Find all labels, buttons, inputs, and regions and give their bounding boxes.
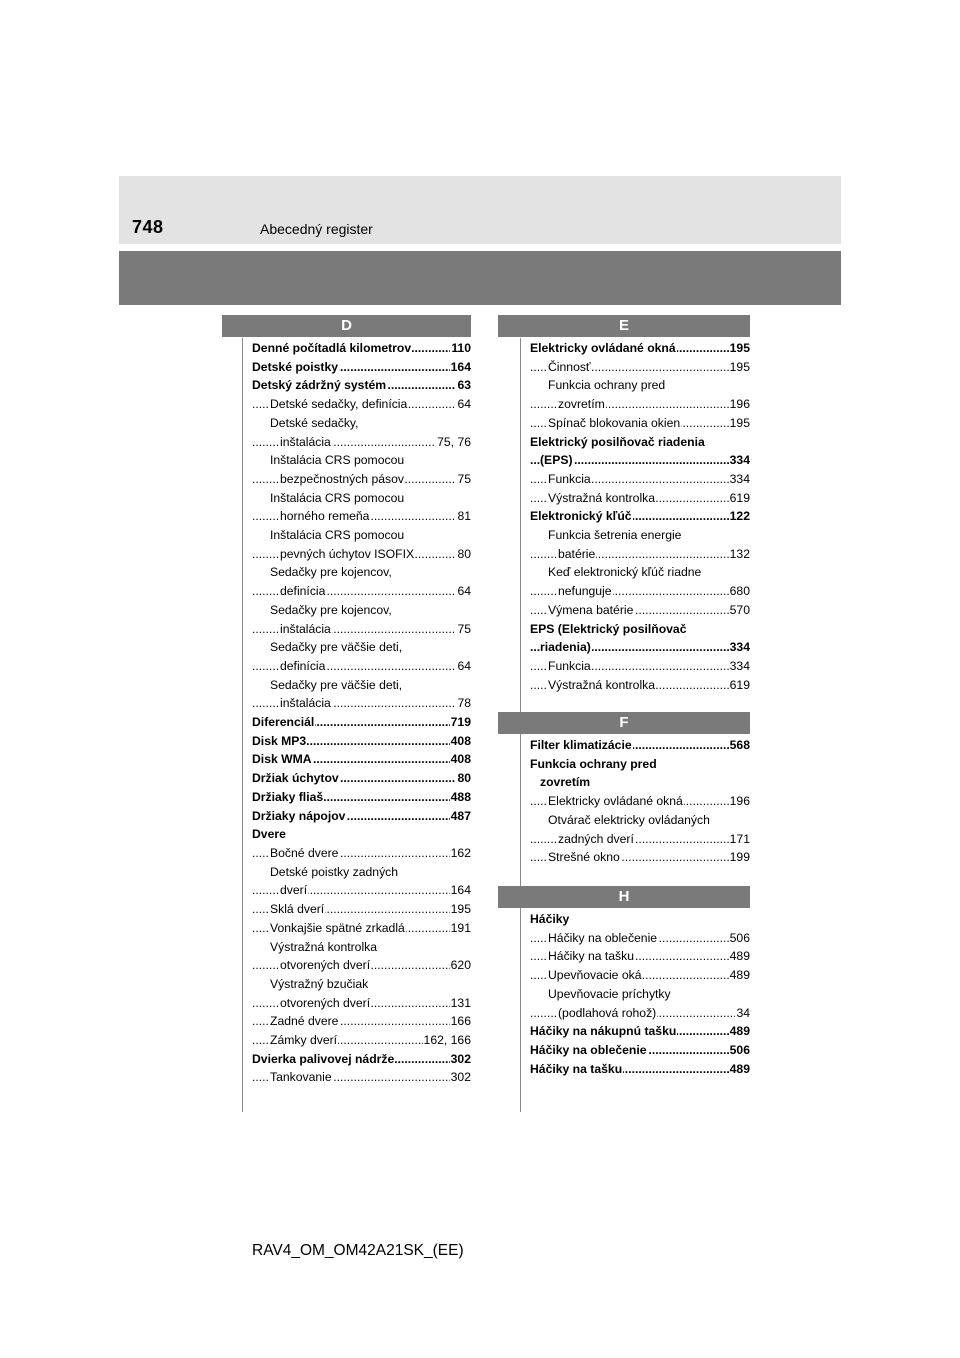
index-entry-page: 64 — [456, 582, 471, 601]
index-entry-text: (EPS) — [540, 453, 573, 468]
index-entry — [530, 601, 750, 620]
index-entry-page: 64 — [456, 657, 471, 676]
index-entry-page: 75, 76 — [436, 433, 471, 452]
index-entry-page: 75 — [456, 470, 471, 489]
index-entry — [530, 736, 750, 755]
column-divider-left — [242, 338, 243, 1112]
index-entry-page: 488 — [450, 788, 471, 807]
index-entry-text: Detské sedačky, definícia — [270, 397, 408, 412]
index-entry-text: Sklá dverí — [270, 902, 325, 917]
index-entry-page: 75 — [456, 620, 471, 639]
index-entry-text: Elektricky ovládané okná — [530, 341, 676, 355]
index-entry-page: 78 — [456, 694, 471, 713]
index-entry — [252, 994, 471, 1013]
index-entry-page: 195 — [450, 900, 471, 919]
index-entry-text: Filter klimatizácie — [530, 738, 632, 752]
index-entry-text: Sedačky pre väčšie deti, — [270, 677, 403, 692]
index-entry-text: Háčiky na oblečenie — [530, 1042, 647, 1057]
index-entry-page: 302 — [450, 1068, 471, 1087]
section-header-d: D — [222, 315, 471, 337]
index-entry-page: 196 — [729, 792, 750, 811]
index-entry-page: 408 — [450, 750, 471, 769]
index-entry-text: Elektronický kľúč — [530, 509, 632, 524]
index-entry — [530, 339, 750, 358]
index-entry-text: bezpečnostných pásov — [280, 471, 404, 486]
index-entry-page: 570 — [729, 601, 750, 620]
index-entry-page: 719 — [450, 713, 471, 732]
index-entry — [530, 489, 750, 508]
index-entry-page: 506 — [729, 929, 750, 948]
index-entry-text: otvorených dverí — [280, 958, 371, 973]
index-entry — [530, 638, 750, 657]
index-entry-page: 166 — [450, 1012, 471, 1031]
index-entry-text: riadenia) — [540, 640, 591, 655]
index-entry-text: nefunguje — [558, 584, 612, 599]
index-entry — [530, 451, 750, 470]
index-entry-text: Denné počítadlá kilometrov — [252, 341, 412, 355]
index-entry-text: Funkcia ochrany pred — [548, 378, 666, 393]
index-entry — [252, 1068, 471, 1087]
index-entry-text: Držiaky nápojov — [252, 808, 346, 823]
index-entry — [252, 956, 471, 975]
index-entry — [252, 339, 471, 358]
index-entry — [252, 788, 471, 807]
index-entry — [252, 433, 471, 452]
index-entry-page: 81 — [456, 507, 471, 526]
index-entry — [530, 433, 750, 452]
header-bar — [119, 176, 841, 244]
index-entry-page: 334 — [729, 638, 750, 657]
index-entry-page: 489 — [729, 1022, 750, 1041]
index-entry-text: Funkcia šetrenia energie — [548, 528, 682, 543]
index-entry — [252, 732, 471, 751]
index-entry-text: Detské poistky zadných — [270, 864, 399, 879]
index-list-h — [530, 910, 750, 1078]
index-entry-text: Elektricky ovládané okná — [548, 794, 683, 809]
index-entry-page: 80 — [456, 769, 471, 788]
index-entry-text: otvorených dverí — [280, 995, 371, 1010]
index-entry — [252, 470, 471, 489]
index-entry — [252, 582, 471, 601]
index-entry-text: Háčiky na oblečenie — [548, 930, 658, 945]
index-entry-text: definícia — [280, 584, 326, 599]
index-entry-page: 164 — [450, 358, 471, 377]
index-entry — [252, 769, 471, 788]
index-entry — [530, 1041, 750, 1060]
index-entry-text: Otvárač elektricky ovládaných — [548, 812, 710, 827]
index-entry-page: 302 — [450, 1050, 471, 1069]
index-entry-text: Háčiky na nákupnú tašku — [530, 1024, 677, 1039]
index-entry — [252, 563, 471, 582]
index-entry-text: horného remeňa — [280, 509, 370, 524]
section-header-f: F — [498, 712, 750, 734]
index-entry-text: Spínač blokovania okien — [548, 415, 681, 430]
index-entry-page: 63 — [456, 376, 471, 395]
section-header-h: H — [498, 886, 750, 908]
index-entry — [530, 773, 750, 792]
index-entry — [530, 848, 750, 867]
index-entry — [252, 676, 471, 695]
index-entry-text: Detské sedačky, — [270, 415, 359, 430]
index-entry — [530, 1004, 750, 1023]
index-entry-page: 568 — [729, 736, 750, 755]
index-entry-text: definícia — [280, 658, 326, 673]
index-entry-text: zovretím — [540, 775, 591, 790]
index-entry-page: 162 — [450, 844, 471, 863]
index-entry-text: (podlahová rohož) — [558, 1005, 657, 1020]
index-entry — [252, 1012, 471, 1031]
index-entry — [252, 545, 471, 564]
section-header-e: E — [498, 315, 750, 337]
index-entry-text: Keď elektronický kľúč riadne — [548, 565, 702, 580]
index-entry-text: batérie — [558, 546, 596, 561]
index-entry — [530, 526, 750, 545]
index-entry — [530, 582, 750, 601]
index-entry-page: 195 — [729, 414, 750, 433]
index-entry — [530, 358, 750, 377]
index-entry-page: 334 — [729, 657, 750, 676]
index-entry — [252, 844, 471, 863]
index-entry — [530, 676, 750, 695]
index-entry-text: Funkcia ochrany pred — [530, 756, 657, 771]
index-entry-text: Háčiky — [530, 912, 570, 926]
index-entry-text: Strešné okno — [548, 850, 620, 865]
index-entry-page: 408 — [450, 732, 471, 751]
index-entry-text: EPS (Elektrický posilňovač — [530, 621, 687, 636]
index-entry — [252, 395, 471, 414]
index-entry-text: Elektrický posilňovač riadenia — [530, 434, 705, 449]
index-entry — [530, 620, 750, 639]
index-entry-text: Zadné dvere — [270, 1014, 339, 1029]
index-entry-page: 619 — [729, 489, 750, 508]
index-entry — [530, 830, 750, 849]
index-entry-text: Háčiky na tašku — [530, 1061, 623, 1076]
index-entry-page: 334 — [729, 451, 750, 470]
index-entry-page: 195 — [729, 339, 750, 358]
index-entry-text: Dvere — [252, 827, 286, 842]
index-entry — [252, 657, 471, 676]
index-entry-text: Upevňovacie oká — [548, 968, 642, 983]
index-entry-page: 489 — [729, 966, 750, 985]
index-entry-page: 620 — [450, 956, 471, 975]
index-entry-text: Inštalácia CRS pomocou — [270, 490, 405, 505]
index-entry-text: Bočné dvere — [270, 845, 339, 860]
index-entry-text: Zámky dverí — [270, 1033, 338, 1048]
index-entry — [530, 470, 750, 489]
index-entry-text: Tankovanie — [270, 1070, 332, 1085]
index-entry-text: Háčiky na tašku — [548, 949, 635, 964]
document-code: RAV4_OM_OM42A21SK_(EE) — [252, 1242, 464, 1259]
index-entry-text: Disk WMA — [252, 752, 312, 767]
index-entry-page: 487 — [450, 807, 471, 826]
index-entry — [530, 811, 750, 830]
index-entry-text: inštalácia — [280, 621, 331, 636]
index-entry — [252, 451, 471, 470]
index-entry — [530, 910, 750, 929]
page-title: Abecedný register — [260, 221, 373, 237]
index-entry-text: Držiaky fliaš — [252, 789, 324, 804]
index-entry-text: dverí — [280, 883, 308, 898]
index-entry-text: Sedačky pre kojencov, — [270, 602, 392, 617]
index-entry-text: Sedačky pre väčšie deti, — [270, 640, 403, 655]
index-entry — [530, 1060, 750, 1079]
index-entry — [252, 414, 471, 433]
index-entry — [252, 358, 471, 377]
index-list-d — [252, 339, 471, 1087]
index-entry-page: 34 — [735, 1004, 750, 1023]
index-entry — [252, 507, 471, 526]
index-entry-text: Funkcia — [548, 658, 591, 673]
index-entry — [530, 929, 750, 948]
index-entry-text: Výstražná kontrolka — [548, 677, 656, 692]
index-entry-text: zovretím — [558, 397, 605, 412]
index-entry-text: Držiak úchytov — [252, 771, 339, 786]
index-entry-page: 195 — [729, 358, 750, 377]
index-entry — [252, 825, 471, 844]
index-entry — [252, 919, 471, 938]
index-entry — [252, 900, 471, 919]
index-list-f — [530, 736, 750, 867]
index-entry-text: inštalácia — [280, 696, 331, 711]
index-entry — [530, 376, 750, 395]
index-entry — [252, 863, 471, 882]
index-entry-text: Inštalácia CRS pomocou — [270, 453, 405, 468]
index-entry-page: 191 — [450, 919, 471, 938]
index-entry-page: 619 — [729, 676, 750, 695]
page-number: 748 — [132, 217, 164, 237]
index-entry-page: 122 — [729, 507, 750, 526]
index-entry-page: 164 — [450, 881, 471, 900]
index-entry — [252, 938, 471, 957]
index-entry-page: 162, 166 — [423, 1031, 471, 1050]
index-entry — [252, 601, 471, 620]
index-entry-text: Vonkajšie spätné zrkadlá — [270, 920, 405, 935]
index-entry — [530, 1022, 750, 1041]
index-entry — [530, 792, 750, 811]
index-entry-page: 80 — [456, 545, 471, 564]
index-entry-text: Funkcia — [548, 471, 591, 486]
index-entry — [530, 545, 750, 564]
index-entry-page: 680 — [729, 582, 750, 601]
index-entry-text: Výstražná kontrolka — [270, 939, 378, 954]
index-entry — [252, 713, 471, 732]
index-entry-text: Diferenciál — [252, 715, 315, 730]
index-entry-page: 334 — [729, 470, 750, 489]
index-entry — [252, 489, 471, 508]
index-entry — [252, 526, 471, 545]
index-entry-page: 132 — [729, 545, 750, 564]
index-list-e — [530, 339, 750, 694]
index-entry-page: 131 — [450, 994, 471, 1013]
index-entry — [252, 620, 471, 639]
index-entry — [252, 750, 471, 769]
index-entry — [252, 975, 471, 994]
index-entry — [252, 881, 471, 900]
index-entry-text: Výmena batérie — [548, 602, 634, 617]
index-entry-text: Činnosť — [548, 359, 591, 374]
index-entry — [530, 966, 750, 985]
index-entry-page: 489 — [729, 1060, 750, 1079]
index-entry-text: inštalácia — [280, 434, 331, 449]
index-entry-text: Detský zádržný systém — [252, 378, 387, 393]
index-entry-text: pevných úchytov ISOFIX — [280, 546, 415, 561]
index-entry-text: Dvierka palivovej nádrže — [252, 1051, 395, 1066]
header-band — [119, 251, 841, 305]
index-entry-page: 171 — [729, 830, 750, 849]
index-entry — [530, 395, 750, 414]
index-entry — [530, 507, 750, 526]
index-entry-page: 489 — [729, 947, 750, 966]
index-entry-page: 199 — [729, 848, 750, 867]
index-entry-page: 506 — [729, 1041, 750, 1060]
index-entry-text: Výstražný bzučiak — [270, 976, 369, 991]
index-entry-text: zadných dverí — [558, 831, 634, 846]
index-entry — [252, 694, 471, 713]
index-entry-page: 110 — [450, 339, 471, 358]
index-entry — [530, 755, 750, 774]
index-entry-text: Detské poistky — [252, 359, 339, 374]
index-entry — [530, 657, 750, 676]
index-entry-text: Disk MP3 — [252, 733, 307, 748]
index-entry — [252, 638, 471, 657]
index-entry-page: 64 — [456, 395, 471, 414]
index-entry — [530, 985, 750, 1004]
index-entry — [252, 1031, 471, 1050]
index-entry-text: Upevňovacie príchytky — [548, 986, 671, 1001]
index-entry — [530, 414, 750, 433]
index-entry-text: Sedačky pre kojencov, — [270, 565, 392, 580]
index-entry — [530, 947, 750, 966]
index-entry-text: Výstražná kontrolka — [548, 490, 656, 505]
index-entry-page: 196 — [729, 395, 750, 414]
index-entry — [252, 376, 471, 395]
index-entry — [252, 1050, 471, 1069]
index-entry — [252, 807, 471, 826]
index-entry — [530, 563, 750, 582]
index-entry-text: Inštalácia CRS pomocou — [270, 528, 405, 543]
